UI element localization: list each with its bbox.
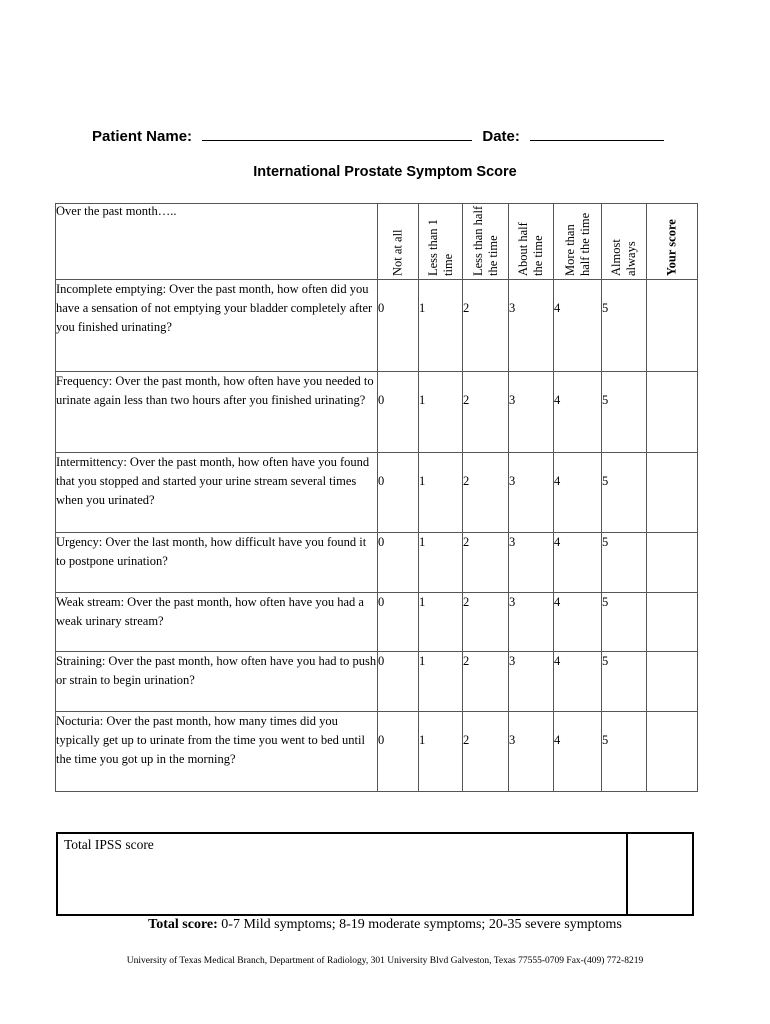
option-value[interactable]: 4 [554,280,602,372]
table-row [56,453,698,533]
question-text: Frequency: Over the past month, how often have you needed to urinate again less than two hours after you finished urinating? [56,372,378,453]
question-text: Straining: Over the past month, how often have you had to push or strain to begin urination? [56,652,378,712]
question-text: Intermittency: Over the past month, how often have you found that you stopped and started your urine stream several times when you urinated? [56,453,378,533]
option-value[interactable]: 3 [509,712,554,792]
score-legend [0,917,770,933]
option-value[interactable]: 3 [509,533,554,593]
option-value[interactable]: 2 [463,453,509,533]
option-value[interactable]: 5 [602,453,647,533]
page-title: International Prostate Symptom Score [253,164,517,180]
score-cell[interactable] [647,652,698,712]
ipss-table [55,203,698,792]
column-header: Not at all [378,204,419,280]
option-value[interactable]: 0 [378,280,419,372]
score-cell[interactable] [647,280,698,372]
question-header: Over the past month….. [56,204,378,280]
patient-name-field[interactable] [202,126,472,141]
table-row [56,652,698,712]
question-text: Weak stream: Over the past month, how often have you had a weak urinary stream? [56,593,378,652]
option-value[interactable]: 4 [554,652,602,712]
option-value[interactable]: 3 [509,280,554,372]
table-row [56,533,698,593]
option-value[interactable]: 4 [554,712,602,792]
score-cell[interactable] [647,533,698,593]
option-value[interactable]: 0 [378,712,419,792]
legend-text: 0-7 Mild symptoms; 8-19 moderate symptoms; 20-35 severe symptoms [217,917,622,932]
option-value[interactable]: 0 [378,593,419,652]
option-value[interactable]: 1 [419,372,463,453]
column-header: Almost always [602,204,647,280]
option-value[interactable]: 5 [602,712,647,792]
column-header: Less than half the time [463,204,509,280]
total-divider [626,834,628,914]
score-column-header: Your score [647,204,698,280]
score-cell[interactable] [647,453,698,533]
table-row [56,280,698,372]
table-row [56,593,698,652]
date-label: Date: [482,128,520,145]
total-ipss-label: Total IPSS score [64,837,154,852]
score-cell[interactable] [647,712,698,792]
question-text: Urgency: Over the last month, how difficult have you found it to postpone urination? [56,533,378,593]
option-value[interactable]: 2 [463,712,509,792]
option-value[interactable]: 4 [554,453,602,533]
option-value[interactable]: 2 [463,372,509,453]
option-value[interactable]: 5 [602,593,647,652]
question-text: Incomplete emptying: Over the past month, how often did you have a sensation of not emptying your bladder completely after you finished urinating? [56,280,378,372]
option-value[interactable]: 3 [509,453,554,533]
total-score-box [56,832,694,916]
option-value[interactable]: 0 [378,372,419,453]
option-value[interactable]: 1 [419,652,463,712]
option-value[interactable]: 3 [509,652,554,712]
option-value[interactable]: 4 [554,372,602,453]
legend-bold: Total score: [148,917,218,932]
option-value[interactable]: 0 [378,453,419,533]
table-header-row [56,204,698,280]
patient-name-label: Patient Name: [92,128,193,145]
footer-address: University of Texas Medical Branch, Department of Radiology, 301 University Blvd Galveston, Texas 77555-0709 Fax-(409) 772-8219 [126,956,644,966]
column-header: More than half the time [554,204,602,280]
option-value[interactable]: 1 [419,593,463,652]
column-header: About half the time [509,204,554,280]
option-value[interactable]: 5 [602,652,647,712]
option-value[interactable]: 3 [509,372,554,453]
option-value[interactable]: 4 [554,533,602,593]
option-value[interactable]: 2 [463,593,509,652]
option-value[interactable]: 5 [602,533,647,593]
option-value[interactable]: 4 [554,593,602,652]
option-value[interactable]: 2 [463,533,509,593]
option-value[interactable]: 5 [602,372,647,453]
option-value[interactable]: 0 [378,533,419,593]
score-cell[interactable] [647,372,698,453]
option-value[interactable]: 2 [463,280,509,372]
option-value[interactable]: 5 [602,280,647,372]
question-text: Nocturia: Over the past month, how many times did you typically get up to urinate from the time you went to bed until the time you got up in the morning? [56,712,378,792]
score-cell[interactable] [647,593,698,652]
option-value[interactable]: 0 [378,652,419,712]
date-field[interactable] [530,126,664,141]
column-header: Less than 1 time [419,204,463,280]
table-row [56,712,698,792]
option-value[interactable]: 1 [419,280,463,372]
option-value[interactable]: 1 [419,453,463,533]
table-row [56,372,698,453]
option-value[interactable]: 1 [419,533,463,593]
patient-header [92,126,664,145]
option-value[interactable]: 1 [419,712,463,792]
option-value[interactable]: 2 [463,652,509,712]
option-value[interactable]: 3 [509,593,554,652]
